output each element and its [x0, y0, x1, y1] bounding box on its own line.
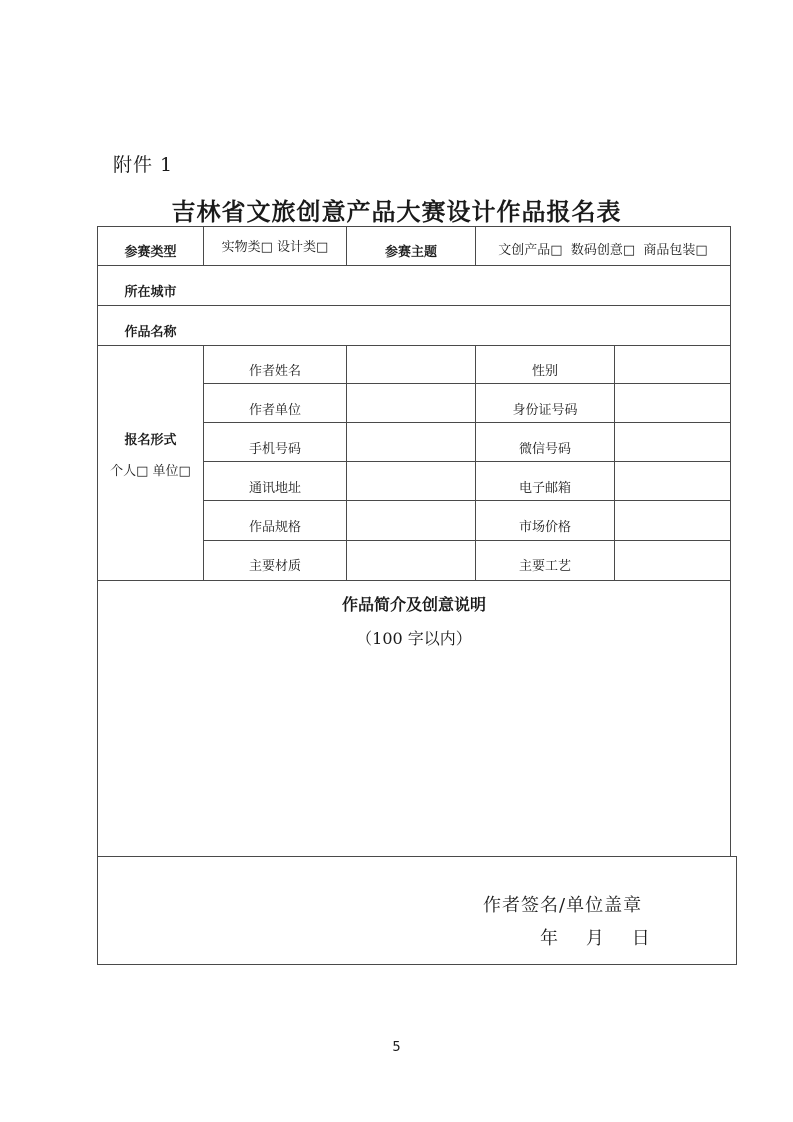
- attachment-label: 附件 1: [113, 154, 174, 176]
- main-process-label: 主要工艺: [518, 559, 571, 574]
- form-title: 吉林省文旅创意产品大赛设计作品报名表: [171, 197, 622, 226]
- registration-type-options[interactable]: 个人□ 单位□: [110, 464, 191, 479]
- work-name-label: 作品名称: [124, 325, 177, 340]
- phone-label: 手机号码: [248, 442, 301, 457]
- city-label: 所在城市: [124, 285, 177, 300]
- email-label: 电子邮箱: [518, 481, 571, 496]
- signature-label: 作者签名/单位盖章: [483, 895, 643, 916]
- work-name-field[interactable]: [204, 306, 730, 345]
- gender-label: 性别: [531, 364, 558, 379]
- main-material-label: 主要材质: [248, 559, 301, 574]
- description-title: 作品简介及创意说明: [341, 595, 486, 614]
- wechat-label: 微信号码: [518, 442, 571, 457]
- author-name-label: 作者姓名: [248, 364, 301, 379]
- page-number: 5: [392, 1040, 401, 1055]
- work-spec-label: 作品规格: [248, 520, 301, 535]
- competition-type-label: 参赛类型: [124, 245, 177, 260]
- competition-type-options[interactable]: 实物类□ 设计类□: [221, 240, 329, 255]
- description-field[interactable]: [98, 656, 730, 854]
- description-note: （100 字以内）: [356, 629, 472, 648]
- competition-theme-label: 参赛主题: [384, 245, 437, 260]
- market-price-label: 市场价格: [518, 520, 571, 535]
- address-label: 通讯地址: [248, 481, 301, 496]
- registration-type-label: 报名形式: [124, 433, 177, 448]
- author-unit-label: 作者单位: [248, 403, 301, 418]
- signature-date: 年 月 日: [540, 928, 651, 949]
- id-number-label: 身份证号码: [512, 403, 578, 418]
- competition-theme-options[interactable]: 文创产品□ 数码创意□ 商品包装□: [498, 243, 708, 258]
- city-field[interactable]: [204, 266, 730, 305]
